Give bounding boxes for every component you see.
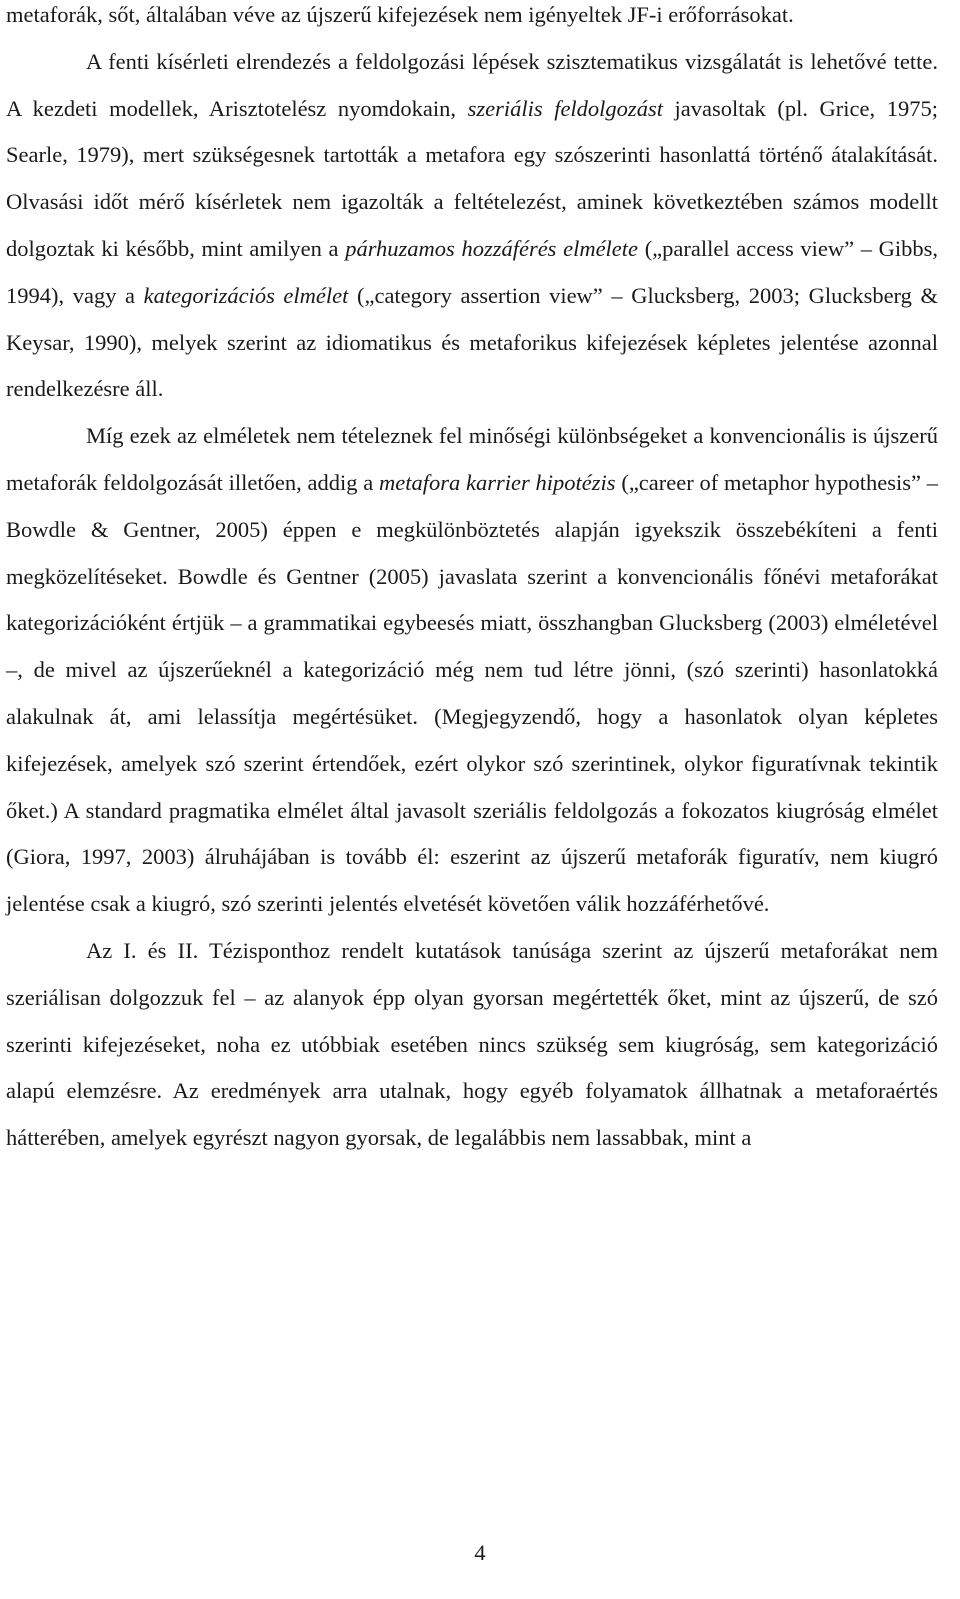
italic-term: kategorizációs elmélet <box>143 282 349 308</box>
text-run: („career of metaphor hypothesis” – Bowdle & Gentner, 2005) éppen e megkülönböztetés alapján igyekszik összebékíteni a fenti megközelítéseket. Bowdle és Gentner (2005) javaslata szerint a konvencionális főnévi metaforákat kategorizációként értjük – a grammatikai egybeesés miatt, összhangban Glucksberg (2003) elméletével –, de mivel az újszerűeknél a kategorizáció még nem tud létre jönni, (szó szerinti) hasonlatokká alakulnak át, ami lelassítja megértésüket. (Megjegyzendő, hogy a hasonlatok olyan képletes kifejezések, amelyek szó szerint értendőek, ezért olykor szó szerintinek, olykor figuratívnak tekintik őket.) A standard pragmatika elmélet által javasolt szeriális feldolgozás a fokozatos kiugróság elmélet (Giora, 1997, 2003) álruhájában is tovább él: eszerint az újszerű metaforák figuratív, nem kiugró jelentése csak a kiugró, szó szerinti jelentés elvetését követően válik hozzáférhetővé. <box>6 469 938 917</box>
italic-term: szeriális feldolgozást <box>467 95 663 121</box>
text-run: Az I. és II. Tézisponthoz rendelt kutatások tanúsága szerint az újszerű metaforákat nem szeriálisan dolgozzuk fel – az alanyok épp olyan gyorsan megértették őket, mint az újszerű, de szó szerinti kifejezéseket, noha ez utóbbiak esetében nincs szükség sem kiugróság, sem kategorizáció alapú elemzésre. Az eredmények arra utalnak, hogy egyéb folyamatok állhatnak a metaforaértés hátterében, amelyek egyrészt nagyon gyorsak, de legalábbis nem lassabbak, mint a <box>6 937 938 1151</box>
text-run: metaforák, sőt, általában véve az újszerű kifejezések nem igényeltek JF-i erőforrásokat. <box>6 2 794 27</box>
text-run: („parallel access view” – Gibbs, 1994), vagy a <box>6 235 939 308</box>
paragraph-3 <box>6 413 938 928</box>
italic-term: metafora karrier hipotézis <box>379 469 616 495</box>
text-run: javasoltak (pl. Grice, 1975; Searle, 1979), mert szükségesnek tartották a metafora egy szószerinti hasonlattá történő átalakítását. Olvasási időt mérő kísérletek nem igazolták a feltételezést, aminek következtében számos modellt dolgoztak ki később, mint amilyen a <box>6 95 938 261</box>
text-run: („category assertion view” – Glucksberg, 2003; Glucksberg & Keysar, 1990), melyek szerint az idiomatikus és metaforikus kifejezések képletes jelentése azonnal rendelkezésre áll. <box>6 282 938 402</box>
paragraph-4 <box>6 928 938 1162</box>
text-run: A fenti kísérleti elrendezés a feldolgozási lépések szisztematikus vizsgálatát is lehetővé tette. A kezdeti modellek, Arisztotelész nyomdokain, <box>6 48 938 121</box>
paragraph-1 <box>6 0 938 39</box>
document-body <box>6 0 938 1162</box>
text-run: Míg ezek az elméletek nem tételeznek fel minőségi különbségeket a konvencionális is újszerű metaforák feldolgozását illetően, addig a <box>6 423 938 495</box>
paragraph-2 <box>6 39 938 413</box>
page-number: 4 <box>474 1540 486 1565</box>
italic-term: párhuzamos hozzáférés elmélete <box>345 235 639 261</box>
